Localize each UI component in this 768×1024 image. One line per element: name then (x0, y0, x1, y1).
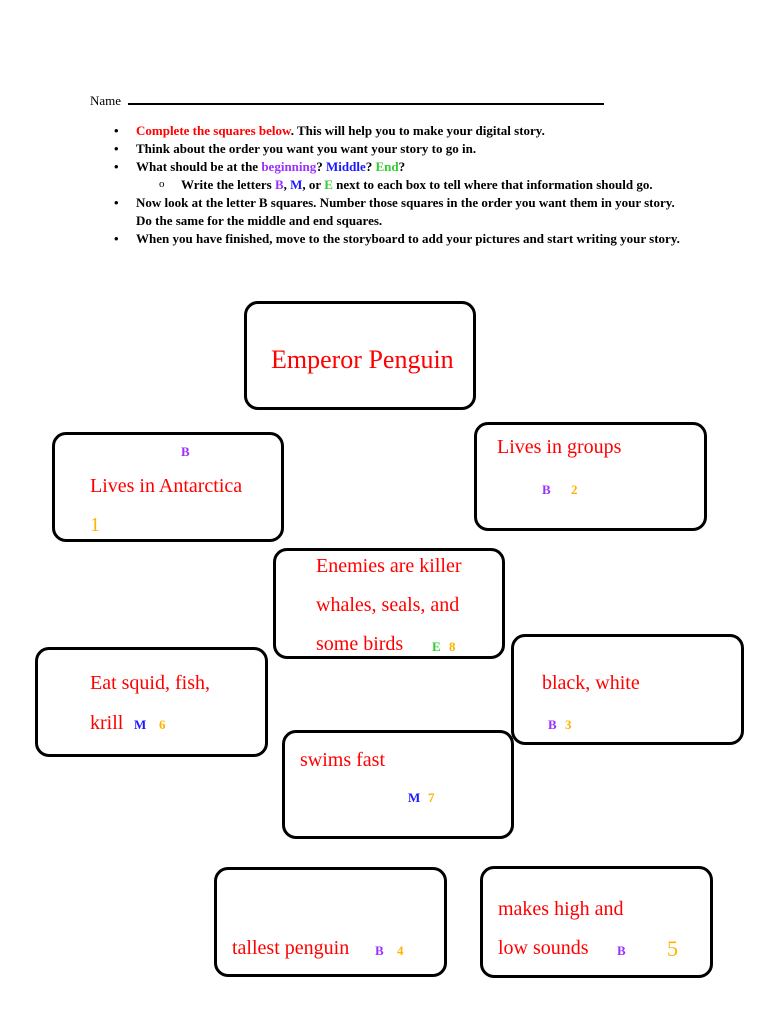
story-letter: B (542, 482, 551, 497)
letter-e: E (324, 177, 333, 192)
order-number: 2 (571, 482, 578, 497)
story-letter: M (408, 790, 421, 805)
instruction-text: ? (316, 159, 326, 174)
order-number: 4 (397, 943, 404, 958)
fact-text: tallest penguin (232, 937, 350, 959)
order-number: 1 (90, 514, 100, 536)
instruction-text: What should be at the (136, 159, 262, 174)
instruction-text: ? (398, 159, 406, 174)
instruction-text: Write the letters (181, 177, 275, 192)
bullet-icon: • (114, 141, 119, 156)
order-number: 6 (159, 717, 166, 732)
letter-m: M (290, 177, 303, 192)
story-letter: B (181, 444, 190, 459)
beginning-word: beginning (261, 159, 317, 174)
order-number: 7 (428, 790, 435, 805)
fact-box-tallest[interactable] (214, 867, 447, 977)
fact-box-color[interactable] (511, 634, 744, 745)
instruction-subitem (112, 176, 692, 194)
order-number: 8 (449, 639, 456, 654)
instruction-text: , or (302, 177, 325, 192)
name-label: Name (90, 93, 122, 108)
order-number: 5 (667, 936, 678, 961)
fact-text: makes high and (498, 898, 624, 920)
fact-text: Enemies are killer (316, 555, 462, 577)
bullet-icon: • (114, 123, 119, 138)
story-letter: B (548, 717, 557, 732)
fact-box-groups[interactable] (474, 422, 707, 531)
name-field-line[interactable] (128, 103, 604, 105)
fact-text: some birds (316, 633, 404, 655)
fact-box-sounds[interactable] (480, 866, 713, 978)
fact-text: Lives in groups (497, 436, 622, 458)
instruction-text: Think about the order you want you want your story to go in. (136, 141, 477, 156)
middle-word: Middle (326, 159, 366, 174)
letter-b: B (274, 177, 284, 192)
instruction-item (112, 194, 692, 230)
fact-text: Eat squid, fish, (90, 672, 210, 694)
story-letter: E (432, 639, 441, 654)
bullet-icon: • (114, 195, 119, 210)
title-box[interactable] (244, 301, 476, 410)
bullet-icon: • (114, 159, 119, 174)
bullet-icon: • (114, 231, 119, 246)
fact-box-antarctica[interactable] (52, 432, 284, 542)
instruction-text: ? (365, 159, 376, 174)
instruction-item (112, 158, 692, 176)
fact-box-enemies[interactable] (273, 548, 505, 659)
fact-box-eat[interactable] (35, 647, 268, 757)
end-word: End (375, 159, 399, 174)
fact-text: swims fast (300, 749, 385, 771)
instruction-text: . This will help you to make your digital story. (290, 123, 545, 138)
fact-text: krill (90, 712, 124, 734)
fact-text: whales, seals, and (316, 594, 460, 616)
instruction-text: , (283, 177, 291, 192)
instruction-item (112, 230, 692, 248)
sub-bullet-icon: o (159, 178, 165, 190)
story-letter: B (375, 943, 384, 958)
story-letter: M (134, 717, 147, 732)
instruction-item (112, 140, 692, 158)
instruction-highlight: Complete the squares below (136, 123, 291, 138)
instructions-list (112, 122, 692, 248)
instruction-text: When you have finished, move to the storyboard to add your pictures and start writing your story. (136, 231, 680, 246)
title-text: Emperor Penguin (271, 345, 454, 374)
fact-text: low sounds (498, 937, 589, 959)
instruction-text: next to each box to tell where that information should go. (332, 177, 653, 192)
instruction-text: Now look at the letter B squares. Number those squares in the order you want them in your story. Do the same for the middle and end squares. (136, 195, 675, 228)
story-letter: B (617, 943, 626, 958)
instruction-item (112, 122, 692, 140)
fact-text: black, white (542, 672, 640, 694)
order-number: 3 (565, 717, 572, 732)
fact-text: Lives in Antarctica (90, 475, 243, 497)
fact-box-swims[interactable] (282, 730, 514, 839)
